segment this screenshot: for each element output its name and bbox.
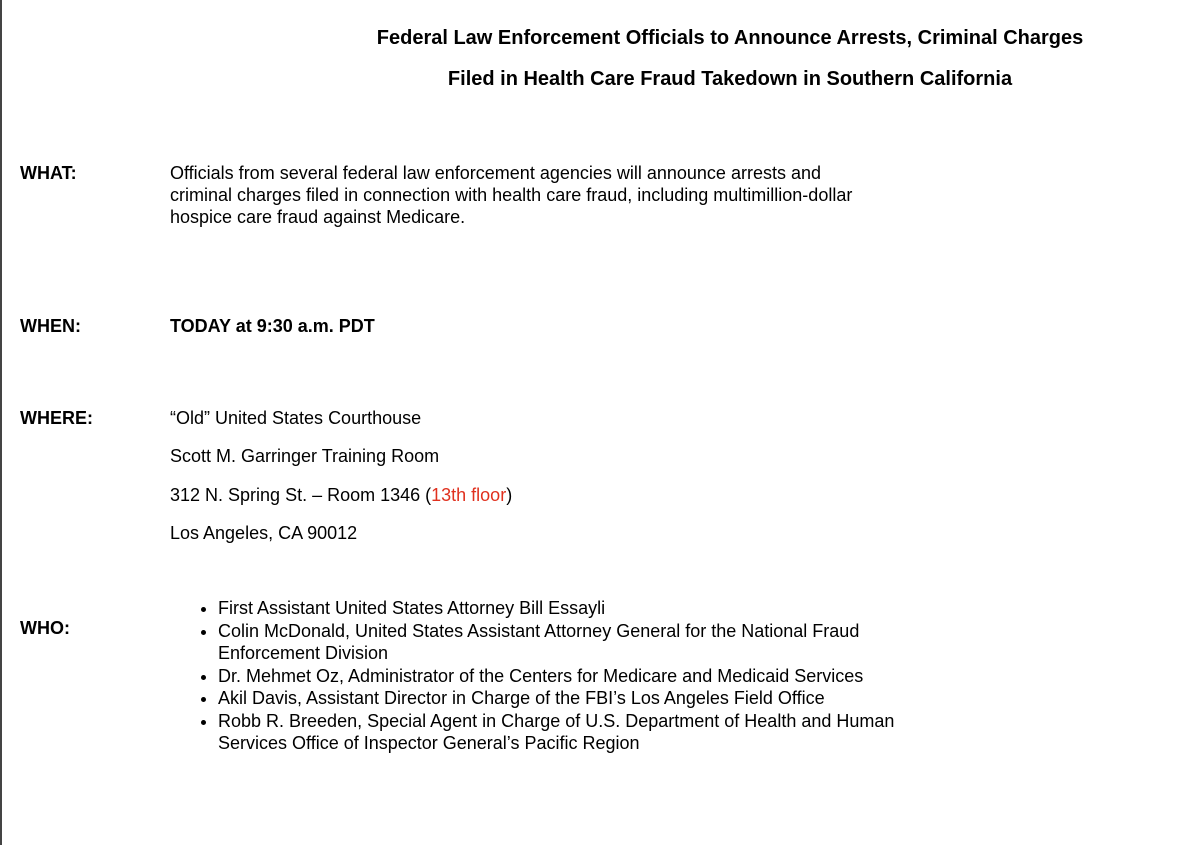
page-title-line-1: Federal Law Enforcement Officials to Announce Arrests, Criminal Charges	[376, 27, 1084, 49]
who-item-essayli: • First Assistant United States Attorney Bill Essayli	[218, 597, 938, 620]
who-item-davis: • Akil Davis, Assistant Director in Charge of the FBI’s Los Angeles Field Office	[218, 687, 938, 710]
where-street-suffix: )	[506, 485, 513, 505]
when-text: TODAY at 9:30 a.m. PDT	[170, 316, 375, 336]
who-item-oz: • Dr. Mehmet Oz, Administrator of the Centers for Medicare and Medicaid Services	[218, 665, 938, 688]
where-street-prefix: 312 N. Spring St. – Room 1346 (	[170, 485, 432, 505]
page-title-line-2: Filed in Health Care Fraud Takedown in Southern California	[447, 68, 1013, 90]
what-label: WHAT:	[20, 163, 77, 183]
where-building: “Old” United States Courthouse	[170, 408, 422, 428]
where-label: WHERE:	[20, 408, 93, 428]
who-label: WHO:	[20, 618, 70, 638]
where-room-name: Scott M. Garringer Training Room	[170, 446, 440, 466]
who-item-breeden: • Robb R. Breeden, Special Agent in Charge of U.S. Department of Health and Human Services Office of Inspector General’s Pacific Region	[218, 710, 938, 755]
who-item-mcdonald: • Colin McDonald, United States Assistant Attorney General for the National Fraud Enforcement Division	[218, 620, 938, 665]
where-city: Los Angeles, CA 90012	[170, 523, 358, 543]
what-text: Officials from several federal law enforcement agencies will announce arrests and criminal charges filed in connection with health care fraud, including multimillion-dollar hospice care fraud against Medicare.	[170, 163, 853, 227]
where-street-address	[170, 484, 512, 506]
who-list	[170, 597, 938, 755]
when-label: WHEN:	[20, 316, 81, 336]
where-floor-highlight: 13th floor	[431, 485, 507, 505]
